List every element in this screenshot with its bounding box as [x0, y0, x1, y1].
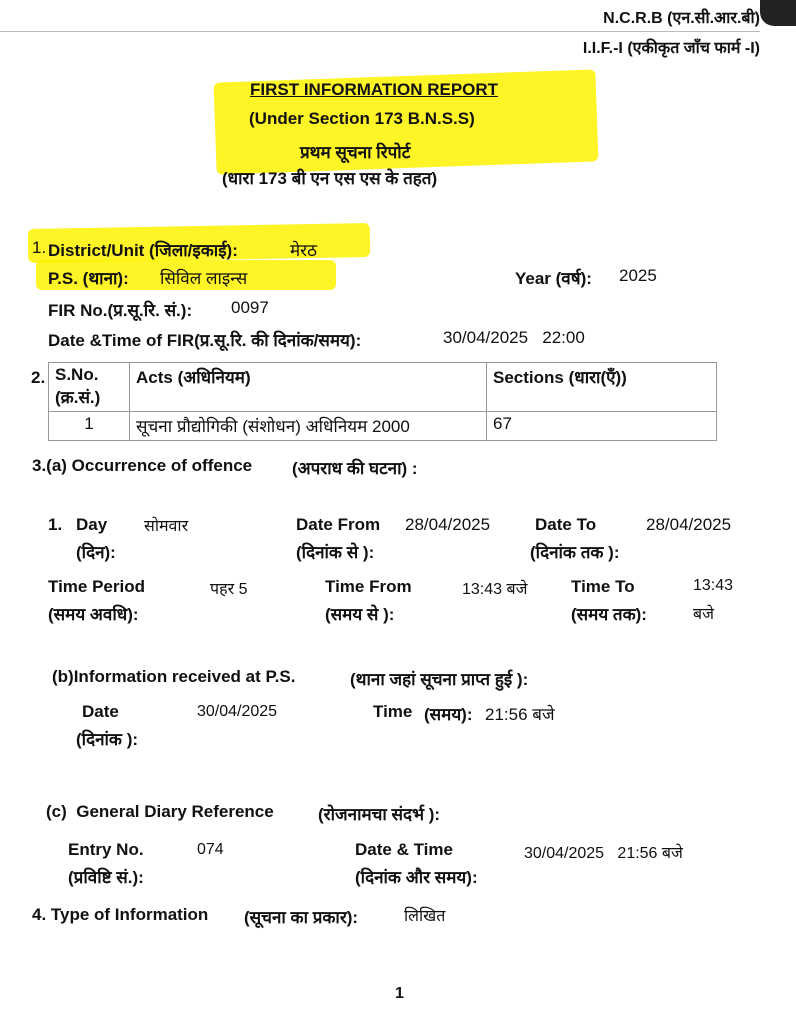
- district-value: मेरठ: [290, 241, 317, 260]
- date-to-label-hi: (दिनांक तक ):: [530, 543, 620, 562]
- section1-number: 1.: [32, 238, 47, 257]
- sections-header: Sections (धारा(एँ)): [487, 363, 717, 412]
- occurrence-item-number: 1.: [48, 515, 63, 534]
- received-date-label: Date: [82, 702, 119, 721]
- date-from-value: 28/04/2025: [405, 515, 491, 534]
- time-to-value: 13:43: [693, 577, 734, 594]
- gd-reference-title: (c) General Diary Reference: [46, 802, 274, 821]
- gd-datetime-label: Date & Time: [355, 840, 453, 859]
- received-date-value: 30/04/2025: [197, 703, 278, 720]
- occurrence-title-hi: (अपराध की घटना) :: [292, 459, 418, 478]
- fir-datetime-value: 30/04/2025 22:00: [443, 328, 585, 347]
- year-label: Year (वर्ष):: [515, 269, 592, 288]
- acts-header: Acts (अधिनियम): [130, 363, 487, 412]
- ps-value: सिविल लाइन्स: [160, 269, 248, 288]
- occurrence-title: 3.(a) Occurrence of offence: [32, 456, 253, 475]
- row-sno: 1: [49, 412, 130, 441]
- day-label: Day: [76, 515, 108, 534]
- time-from-value: 13:43 बजे: [462, 581, 528, 598]
- gd-datetime-label-hi: (दिनांक और समय):: [355, 868, 478, 887]
- row-act: सूचना प्रौद्योगिकी (संशोधन) अधिनियम 2000: [130, 412, 487, 441]
- info-type-label-hi: (सूचना का प्रकार):: [244, 908, 359, 927]
- corner-shadow: [760, 0, 796, 26]
- sno-header: [49, 363, 130, 412]
- table-row: [49, 412, 717, 441]
- ncrb-code: N.C.R.B (एन.सी.आर.बी): [603, 10, 760, 27]
- day-label-hi: (दिन):: [76, 543, 116, 562]
- date-from-label: Date From: [296, 515, 381, 534]
- info-type-label: 4. Type of Information: [32, 905, 209, 924]
- iif-code: I.I.F.-I (एकीकृत जाँच फार्म -I): [582, 40, 760, 57]
- date-from-label-hi: (दिनांक से ):: [296, 543, 375, 562]
- time-to-label: Time To: [571, 577, 635, 596]
- sno-header-hi: (क्र.सं.): [55, 388, 101, 407]
- sno-header-en: S.No.: [55, 365, 99, 384]
- fir-number-label: FIR No.(प्र.सू.रि. सं.):: [48, 301, 193, 320]
- time-from-label-hi: (समय से ):: [325, 605, 395, 624]
- section2-number: 2.: [31, 368, 46, 387]
- time-to-label-hi: (समय तक):: [571, 605, 647, 624]
- entry-number-label: Entry No.: [68, 840, 144, 859]
- received-time-label-hi: (समय):: [424, 705, 473, 724]
- entry-number-label-hi: (प्रविष्टि सं.):: [68, 868, 144, 887]
- report-section-en: (Under Section 173 B.N.S.S): [249, 109, 475, 128]
- fir-number-value: 0097: [231, 298, 269, 317]
- header-rule: [0, 31, 760, 32]
- time-from-label: Time From: [325, 577, 412, 596]
- received-time-label: Time: [373, 702, 413, 721]
- fir-datetime-label: Date &Time of FIR(प्र.सू.रि. की दिनांक/समय):: [48, 331, 362, 350]
- report-title-hi: प्रथम सूचना रिपोर्ट: [300, 143, 411, 162]
- gd-datetime-value: 30/04/2025 21:56 बजे: [524, 845, 683, 862]
- acts-table: [48, 362, 717, 441]
- date-to-label: Date To: [535, 515, 597, 534]
- time-period-label-hi: (समय अवधि):: [48, 605, 139, 624]
- report-section-hi: (धारा 173 बी एन एस एस के तहत): [222, 169, 438, 188]
- district-label: District/Unit (जिला/इकाई):: [48, 241, 238, 260]
- day-value: सोमवार: [144, 518, 189, 535]
- info-received-title: (b)Information received at P.S.: [52, 667, 296, 686]
- received-time-value: 21:56 बजे: [485, 705, 555, 724]
- row-section: 67: [487, 412, 717, 441]
- info-received-title-hi: (थाना जहां सूचना प्राप्त हुई ):: [350, 670, 529, 689]
- received-date-label-hi: (दिनांक ):: [76, 730, 139, 749]
- time-to-value-unit: बजे: [693, 606, 715, 623]
- date-to-value: 28/04/2025: [646, 515, 732, 534]
- info-type-value: लिखित: [404, 908, 446, 925]
- year-value: 2025: [619, 266, 657, 285]
- acts-table-header: [49, 363, 717, 412]
- ps-label: P.S. (थाना):: [48, 269, 129, 288]
- page-number: 1: [395, 985, 404, 1002]
- time-period-label: Time Period: [48, 577, 145, 596]
- gd-reference-title-hi: (रोजनामचा संदर्भ ):: [318, 805, 441, 824]
- time-period-value: पहर 5: [210, 581, 248, 598]
- entry-number-value: 074: [197, 841, 224, 858]
- report-title: FIRST INFORMATION REPORT: [250, 80, 499, 99]
